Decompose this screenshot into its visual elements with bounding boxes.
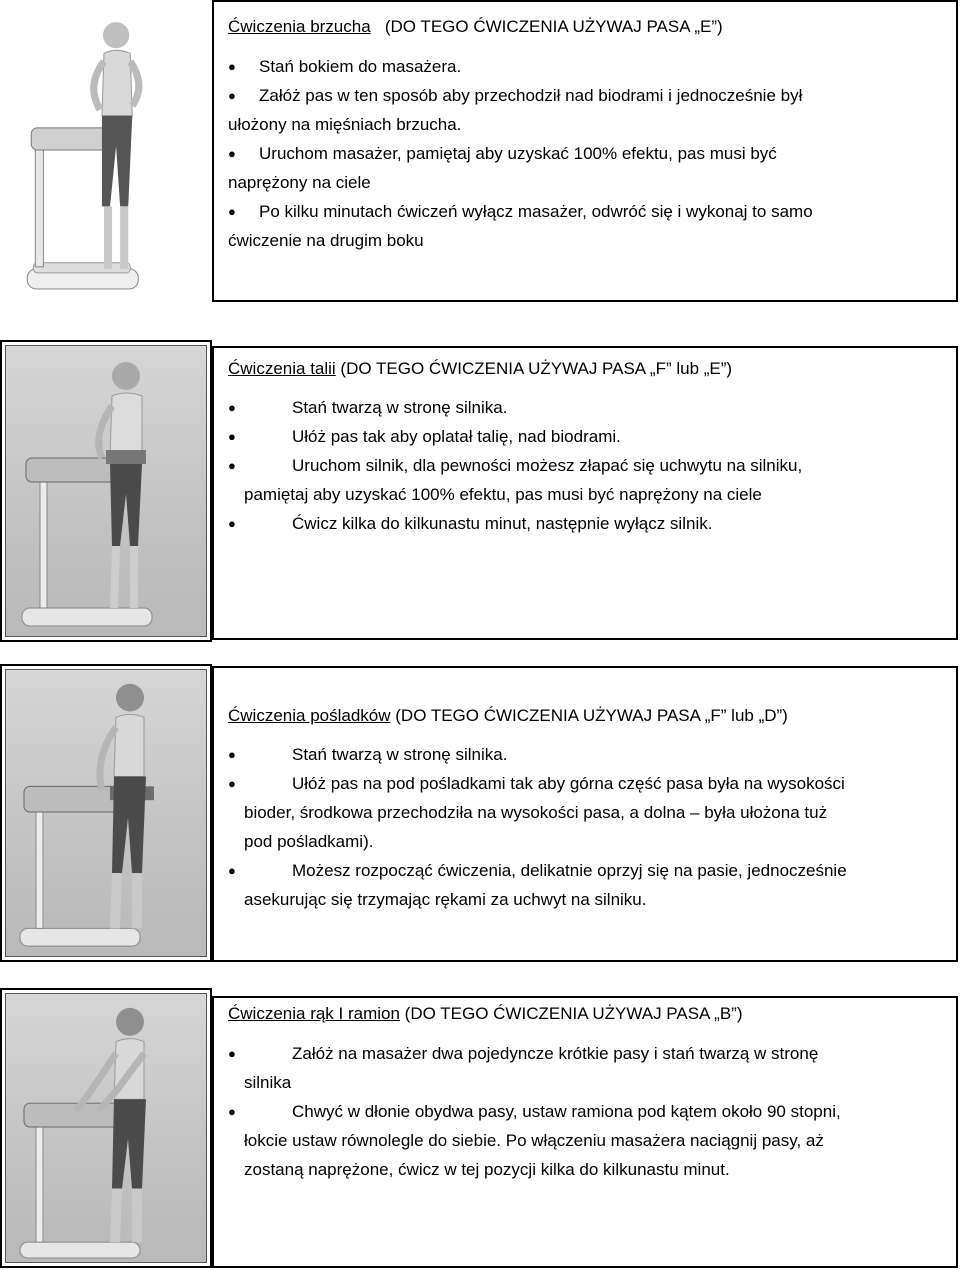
section-title	[228, 354, 802, 383]
list-item-line: Ułóż pas tak aby oplatał talię, nad biodrami.	[292, 427, 621, 446]
list-item-line: Stań bokiem do masażera.	[259, 57, 462, 76]
exercise-photo-waist	[5, 345, 207, 637]
instruction-list	[228, 740, 847, 914]
list-item	[228, 509, 802, 538]
list-item-line: łokcie ustaw równolegle do siebie. Po włączeniu masażera naciągnij pasy, aż	[244, 1131, 824, 1150]
list-item-line: naprężony na ciele	[228, 173, 371, 192]
bullet-icon: ●	[228, 146, 236, 161]
photo-frame-waist	[0, 340, 212, 642]
bullet-icon: ●	[228, 1104, 236, 1119]
list-item	[228, 1097, 841, 1184]
list-item	[228, 451, 802, 509]
section-title-rest: (DO TEGO ĆWICZENIA UŻYWAJ PASA „E”)	[370, 17, 723, 36]
section-title-rest: (DO TEGO ĆWICZENIA UŻYWAJ PASA „F” lub „D”)	[390, 706, 788, 725]
list-item	[228, 197, 813, 255]
list-item-line: Uruchom silnik, dla pewności możesz złapać się uchwytu na silniku,	[292, 456, 803, 475]
list-item	[228, 422, 802, 451]
list-item-line: Ćwicz kilka do kilkunastu minut, następnie wyłącz silnik.	[292, 514, 713, 533]
bullet-icon: ●	[228, 59, 236, 74]
bullet-icon: ●	[228, 204, 236, 219]
list-item	[228, 139, 813, 197]
text-block-arms	[228, 999, 841, 1184]
section-title-rest: (DO TEGO ĆWICZENIA UŻYWAJ PASA „F” lub „E”)	[335, 359, 733, 378]
photo-frame-glutes	[0, 664, 212, 962]
bullet-icon: ●	[228, 776, 236, 791]
list-item-line: Ułóż pas na pod pośladkami tak aby górna część pasa była na wysokości	[292, 774, 845, 793]
bullet-icon: ●	[228, 400, 236, 415]
list-item-line: ćwiczenie na drugim boku	[228, 231, 424, 250]
instruction-list	[228, 393, 802, 538]
list-item-line: Chwyć w dłonie obydwa pasy, ustaw ramiona pod kątem około 90 stopni,	[292, 1102, 841, 1121]
list-item-line: Możesz rozpocząć ćwiczenia, delikatnie oprzyj się na pasie, jednocześnie	[292, 861, 847, 880]
section-title-underlined: Ćwiczenia brzucha	[228, 17, 371, 36]
list-item-line: Stań twarzą w stronę silnika.	[292, 745, 508, 764]
list-item-line: bioder, środkowa przechodziła na wysokości pasa, a dolna – była ułożona tuż	[244, 803, 828, 822]
section-title	[228, 999, 841, 1028]
list-item	[228, 81, 813, 139]
text-block-glutes	[228, 701, 847, 914]
text-block-waist	[228, 354, 802, 538]
exercise-photo-abdomen	[5, 5, 207, 297]
list-item	[228, 740, 847, 769]
photo-frame-abdomen	[0, 0, 212, 302]
text-block-abdomen	[228, 12, 813, 255]
section-title-rest: (DO TEGO ĆWICZENIA UŻYWAJ PASA „B”)	[399, 1004, 743, 1023]
photo-frame-arms	[0, 988, 212, 1268]
list-item	[228, 52, 813, 81]
bullet-icon: ●	[228, 88, 236, 103]
bullet-icon: ●	[228, 458, 236, 473]
section-title-underlined: Ćwiczenia pośladków	[228, 706, 391, 725]
instruction-list	[228, 52, 813, 255]
instruction-list	[228, 1039, 841, 1184]
bullet-icon: ●	[228, 863, 236, 878]
exercise-photo-arms	[5, 993, 207, 1263]
list-item	[228, 769, 847, 856]
section-title	[228, 12, 813, 41]
list-item	[228, 393, 802, 422]
list-item-line: asekurując się trzymając rękami za uchwyt na silniku.	[244, 890, 647, 909]
list-item-line: pamiętaj aby uzyskać 100% efektu, pas musi być naprężony na ciele	[244, 485, 762, 504]
list-item-line: Stań twarzą w stronę silnika.	[292, 398, 508, 417]
list-item-line: ułożony na mięśniach brzucha.	[228, 115, 462, 134]
list-item-line: Uruchom masażer, pamiętaj aby uzyskać 100% efektu, pas musi być	[259, 144, 777, 163]
list-item-line: silnika	[244, 1073, 292, 1092]
list-item	[228, 1039, 841, 1097]
list-item-line: Załóż na masażer dwa pojedyncze krótkie pasy i stań twarzą w stronę	[292, 1044, 819, 1063]
section-title	[228, 701, 847, 730]
bullet-icon: ●	[228, 516, 236, 531]
bullet-icon: ●	[228, 1046, 236, 1061]
section-title-underlined: Ćwiczenia rąk I ramion	[228, 1004, 400, 1023]
exercise-photo-glutes	[5, 669, 207, 957]
list-item-line: pod pośladkami).	[244, 832, 374, 851]
list-item-line: Załóż pas w ten sposób aby przechodził nad biodrami i jednocześnie był	[259, 86, 803, 105]
bullet-icon: ●	[228, 429, 236, 444]
list-item-line: Po kilku minutach ćwiczeń wyłącz masażer, odwróć się i wykonaj to samo	[259, 202, 813, 221]
section-title-underlined: Ćwiczenia talii	[228, 359, 336, 378]
bullet-icon: ●	[228, 747, 236, 762]
list-item	[228, 856, 847, 914]
list-item-line: zostaną naprężone, ćwicz w tej pozycji kilka do kilkunastu minut.	[244, 1160, 730, 1179]
